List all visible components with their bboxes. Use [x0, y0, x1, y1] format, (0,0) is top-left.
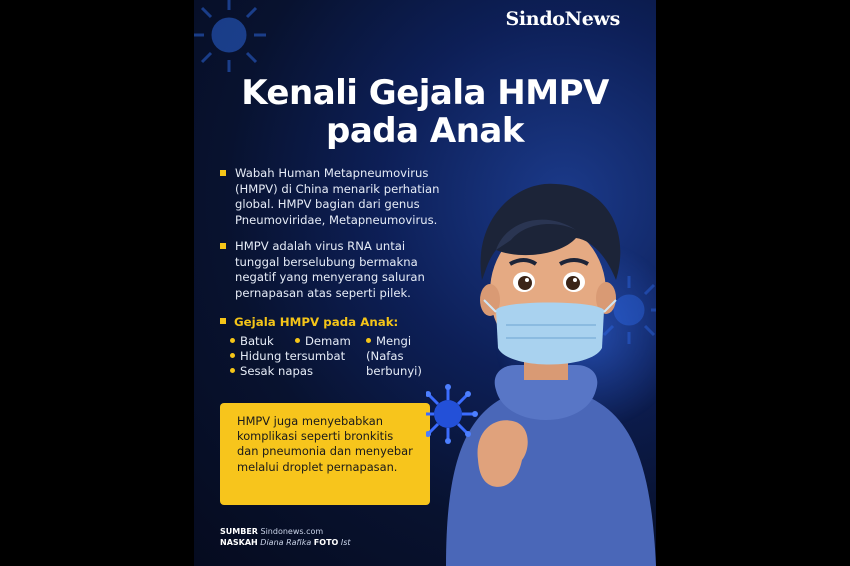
- infographic-poster: [194, 0, 656, 566]
- symptoms-heading-text: Gejala HMPV pada Anak:: [234, 315, 399, 329]
- symptom-item: Mengi (Nafas berbunyi): [366, 334, 422, 378]
- background-virus-icon: [194, 0, 274, 80]
- credit-author: NASKAH Diana Rafika FOTO Ist: [220, 538, 351, 547]
- symptom-item: Batuk: [230, 334, 274, 349]
- symptom-item: Hidung tersumbat: [230, 349, 345, 364]
- info-bullet: [220, 166, 452, 228]
- brand-logo: SindoNews: [505, 8, 620, 30]
- symptom-dot-icon: [230, 338, 235, 343]
- page-title: [194, 74, 656, 150]
- callout-box: HMPV juga menyebabkan komplikasi seperti bronkitis dan pneumonia dan menyebar melalui droplet pernapasan.: [220, 403, 430, 505]
- bullet-square-icon: [220, 318, 226, 324]
- info-bullet: [220, 239, 452, 301]
- symptom-dot-icon: [230, 353, 235, 358]
- bullet-square-icon: [220, 170, 226, 176]
- symptom-dot-icon: [230, 368, 235, 373]
- symptom-dot-icon: [366, 338, 371, 343]
- title-line-2: pada Anak: [326, 111, 524, 151]
- virus-icon: [426, 384, 478, 444]
- symptom-item: Sesak napas: [230, 364, 313, 379]
- symptom-dot-icon: [295, 338, 300, 343]
- child-mask-illustration: [426, 160, 656, 566]
- bullet-text: Wabah Human Metapneumovirus (HMPV) di China menarik perhatian global. HMPV bagian dari genus Pneumoviridae, Metapneumovirus.: [235, 166, 440, 227]
- bullet-text: HMPV adalah virus RNA untai tunggal berselubung bermakna negatif yang menyerang saluran pernapasan atas seperti pilek.: [235, 239, 425, 300]
- symptom-item: Demam: [295, 334, 351, 349]
- symptoms-heading: [220, 315, 398, 329]
- title-line-1: Kenali Gejala HMPV: [241, 73, 609, 113]
- credits: [220, 526, 351, 548]
- bullet-square-icon: [220, 243, 226, 249]
- credit-source: SUMBER Sindonews.com: [220, 527, 324, 536]
